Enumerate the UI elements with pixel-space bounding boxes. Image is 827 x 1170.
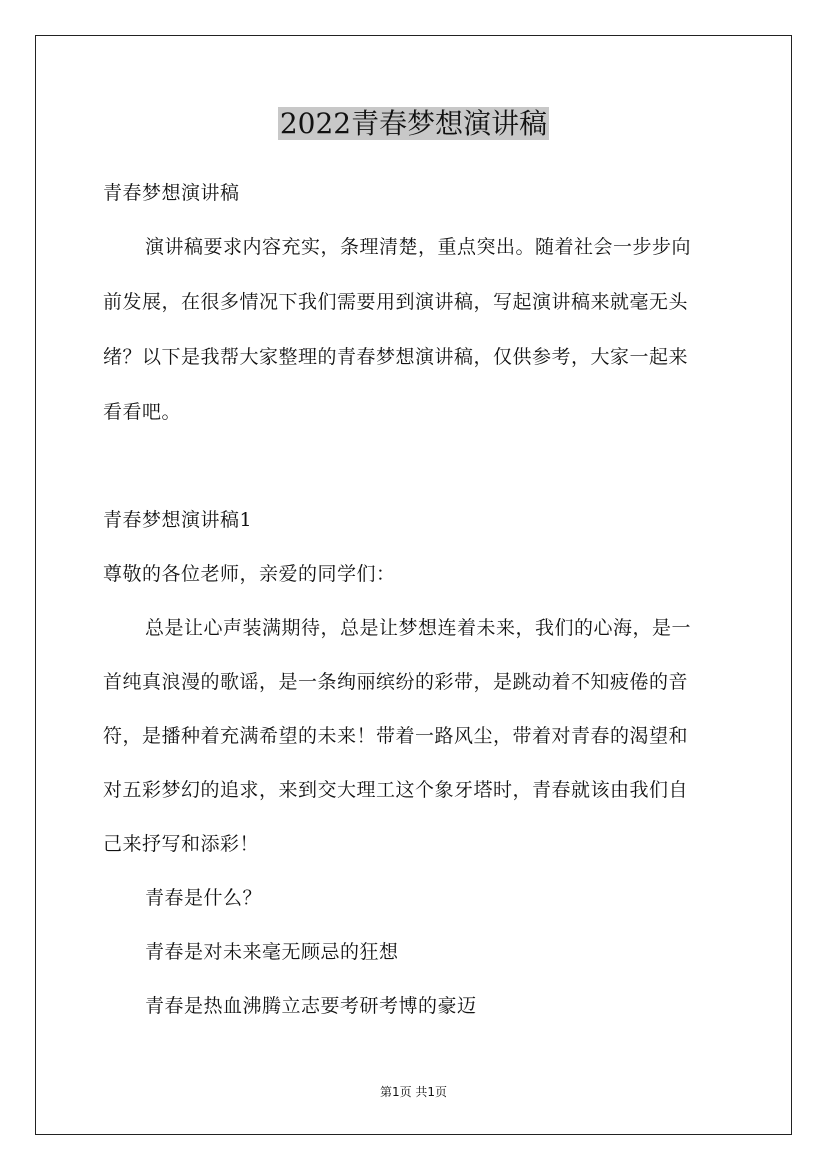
answer-line: 青春是对未来毫无顾忌的狂想 <box>145 941 399 963</box>
salutation: 尊敬的各位老师，亲爱的同学们： <box>103 563 396 585</box>
intro-line: 前发展，在很多情况下我们需要用到演讲稿，写起演讲稿来就毫无头 <box>103 291 689 313</box>
intro-line: 演讲稿要求内容充实，条理清楚，重点突出。随着社会一步步向 <box>145 236 692 258</box>
intro-line: 绪？以下是我帮大家整理的青春梦想演讲稿，仅供参考，大家一起来 <box>103 346 689 368</box>
body-line: 总是让心声装满期待，总是让梦想连着未来，我们的心海，是一 <box>145 617 692 639</box>
body-line: 符，是播种着充满希望的未来！带着一路风尘，带着对青春的渴望和 <box>103 725 689 747</box>
document-subtitle: 青春梦想演讲稿 <box>103 182 240 204</box>
section-heading: 青春梦想演讲稿1 <box>103 509 253 531</box>
question-line: 青春是什么？ <box>145 887 263 909</box>
intro-line: 看看吧。 <box>103 401 182 423</box>
document-title <box>0 104 827 144</box>
page-footer: 第1页 共1页 <box>379 1085 448 1099</box>
body-line: 对五彩梦幻的追求，来到交大理工这个象牙塔时，青春就该由我们自 <box>103 779 689 801</box>
answer-line: 青春是热血沸腾立志要考研考博的豪迈 <box>145 995 477 1017</box>
body-line: 己来抒写和添彩！ <box>103 833 260 855</box>
body-line: 首纯真浪漫的歌谣，是一条绚丽缤纷的彩带，是跳动着不知疲倦的音 <box>103 671 689 693</box>
document-title-text: 2022青春梦想演讲稿 <box>279 107 548 140</box>
